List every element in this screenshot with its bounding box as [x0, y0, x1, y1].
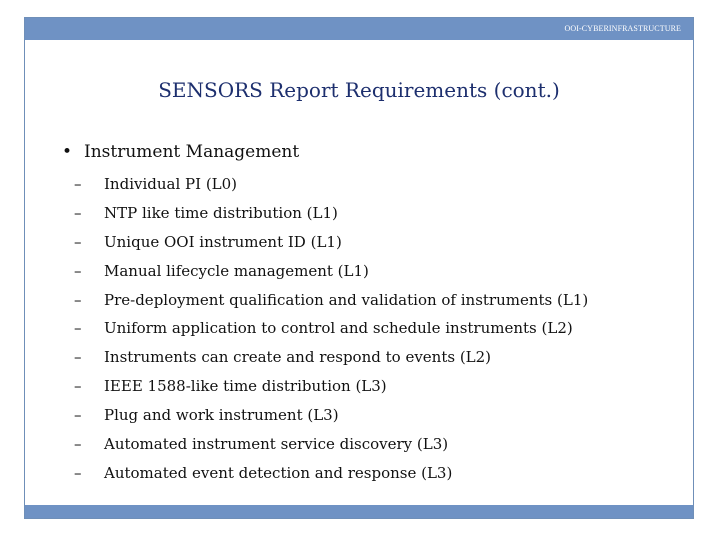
list-item [74, 199, 588, 228]
list-item [74, 314, 588, 343]
list-item [74, 286, 588, 315]
list-item-text: Automated event detection and response (L3) [104, 463, 453, 482]
footer-band [25, 505, 693, 518]
slide-title: SENSORS Report Requirements (cont.) [158, 78, 560, 102]
dash-marker: – [74, 463, 82, 482]
dash-marker: – [74, 232, 82, 251]
list-item-text: Automated instrument service discovery (L3) [104, 435, 449, 454]
bullet-marker: • [62, 142, 73, 162]
main-bullet-label: Instrument Management [84, 142, 300, 162]
dash-marker: – [74, 406, 82, 425]
main-bullet [62, 142, 299, 162]
list-item [74, 401, 588, 430]
list-item [74, 372, 588, 401]
list-item-text: Instruments can create and respond to events (L2) [104, 348, 492, 367]
dash-marker: – [74, 203, 82, 222]
slide-content [26, 40, 692, 505]
list-item [74, 430, 588, 459]
header-band [25, 18, 693, 40]
list-item-text: Plug and work instrument (L3) [104, 406, 339, 425]
list-item [74, 343, 588, 372]
list-item-text: Individual PI (L0) [104, 175, 238, 193]
list-item-text: Unique OOI instrument ID (L1) [104, 232, 342, 251]
dash-marker: – [74, 377, 82, 396]
dash-marker: – [74, 175, 82, 193]
dash-marker: – [74, 261, 82, 280]
dash-marker: – [74, 435, 82, 454]
dash-marker: – [74, 319, 82, 338]
list-item-text: Manual lifecycle management (L1) [104, 261, 369, 280]
list-item-text: IEEE 1588-like time distribution (L3) [104, 377, 387, 396]
list-item-text: Pre-deployment qualification and validation of instruments (L1) [104, 290, 589, 309]
list-item [74, 228, 588, 257]
list-item-text: Uniform application to control and schedule instruments (L2) [104, 319, 573, 338]
slide-frame [24, 17, 694, 519]
dash-marker: – [74, 348, 82, 367]
list-item [74, 257, 588, 286]
sub-bullet-list [74, 170, 588, 488]
list-item [74, 170, 588, 199]
list-item-text: NTP like time distribution (L1) [104, 203, 338, 222]
list-item [74, 459, 588, 488]
dash-marker: – [74, 290, 82, 309]
header-text: OOI-CYBERINFRASTRUCTURE [564, 24, 681, 33]
